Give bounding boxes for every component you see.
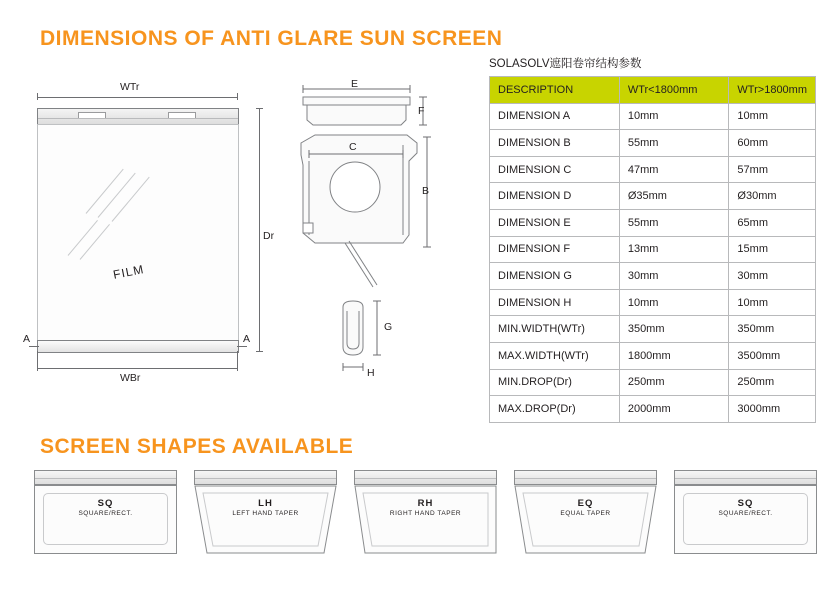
screen-fabric-area bbox=[37, 124, 239, 342]
row-label: MAX.DROP(Dr) bbox=[490, 396, 620, 423]
row-value-large: 57mm bbox=[729, 156, 816, 183]
dimensions-table bbox=[489, 76, 816, 423]
table-row bbox=[490, 396, 816, 423]
shape-headbox bbox=[514, 470, 657, 485]
a-right-leader bbox=[237, 346, 247, 347]
shape-headbox bbox=[194, 470, 337, 485]
row-label: DIMENSION A bbox=[490, 103, 620, 130]
row-value-small: 55mm bbox=[619, 130, 729, 157]
wbr-extension-left bbox=[37, 351, 38, 371]
table-row bbox=[490, 103, 816, 130]
shape-headbox bbox=[354, 470, 497, 485]
row-label: MIN.WIDTH(WTr) bbox=[490, 316, 620, 343]
shape-body bbox=[194, 485, 337, 554]
row-label: DIMENSION H bbox=[490, 289, 620, 316]
shape-card-lh bbox=[188, 462, 343, 560]
row-label: MAX.WIDTH(WTr) bbox=[490, 342, 620, 369]
section-profile-svg bbox=[285, 75, 465, 400]
row-value-large: 10mm bbox=[729, 289, 816, 316]
row-value-large: Ø30mm bbox=[729, 183, 816, 210]
row-value-large: 15mm bbox=[729, 236, 816, 263]
bottom-rail bbox=[37, 340, 239, 353]
blind-section-diagram bbox=[285, 75, 465, 400]
table-row bbox=[490, 183, 816, 210]
shape-caption bbox=[188, 498, 343, 519]
row-value-large: 350mm bbox=[729, 316, 816, 343]
row-value-large: 10mm bbox=[729, 103, 816, 130]
glare-hatch-4 bbox=[68, 220, 98, 256]
row-label: DIMENSION G bbox=[490, 263, 620, 290]
row-label: DIMENSION D bbox=[490, 183, 620, 210]
row-value-small: 1800mm bbox=[619, 342, 729, 369]
row-label: DIMENSION C bbox=[490, 156, 620, 183]
label-h: H bbox=[367, 367, 375, 379]
row-value-large: 60mm bbox=[729, 130, 816, 157]
shape-card-eq bbox=[508, 462, 663, 560]
headbox-bracket-right bbox=[168, 112, 196, 119]
table-row bbox=[490, 289, 816, 316]
screen-shapes-row bbox=[0, 462, 830, 572]
shape-card-sq-2 bbox=[668, 462, 823, 560]
row-label: DIMENSION E bbox=[490, 209, 620, 236]
table-header-description: DESCRIPTION bbox=[490, 77, 620, 104]
shape-caption bbox=[508, 498, 663, 519]
table-caption: SOLASOLV遮阳卷帘结构参数 bbox=[489, 58, 642, 70]
shape-body bbox=[354, 485, 497, 554]
row-value-large: 65mm bbox=[729, 209, 816, 236]
shape-headbox bbox=[34, 470, 177, 485]
wbr-extension-right bbox=[237, 351, 238, 371]
dimensions-table-block bbox=[489, 55, 816, 423]
table-row bbox=[490, 263, 816, 290]
dr-tick-top bbox=[256, 108, 263, 109]
row-value-small: 10mm bbox=[619, 103, 729, 130]
label-f: F bbox=[418, 105, 425, 117]
row-value-small: 2000mm bbox=[619, 396, 729, 423]
shape-desc: RIGHT HAND TAPER bbox=[389, 510, 462, 517]
row-value-large: 250mm bbox=[729, 369, 816, 396]
row-value-large: 3500mm bbox=[729, 342, 816, 369]
glare-hatch-2 bbox=[98, 173, 136, 218]
a-left-leader bbox=[29, 346, 39, 347]
table-row bbox=[490, 156, 816, 183]
shape-body bbox=[514, 485, 657, 554]
table-row bbox=[490, 342, 816, 369]
wtr-dimension-line bbox=[37, 97, 237, 98]
row-value-small: 30mm bbox=[619, 263, 729, 290]
shape-desc: SQUARE/RECT. bbox=[718, 510, 773, 517]
table-row bbox=[490, 316, 816, 343]
label-a-right: A bbox=[243, 333, 251, 345]
shape-headbox bbox=[674, 470, 817, 485]
shape-caption bbox=[348, 498, 503, 519]
label-wtr-top: WTr bbox=[120, 81, 140, 93]
table-row bbox=[490, 369, 816, 396]
shape-card-rh bbox=[348, 462, 503, 560]
row-value-small: 47mm bbox=[619, 156, 729, 183]
row-label: MIN.DROP(Dr) bbox=[490, 369, 620, 396]
shape-code: LH bbox=[258, 498, 273, 509]
shape-desc: EQUAL TAPER bbox=[560, 510, 611, 517]
page-title: DIMENSIONS OF ANTI GLARE SUN SCREEN bbox=[40, 27, 503, 50]
glare-hatch-5 bbox=[80, 224, 110, 260]
shape-code: SQ bbox=[737, 498, 754, 509]
label-c: C bbox=[349, 141, 357, 153]
table-header-large: WTr>1800mm bbox=[729, 77, 816, 104]
headbox-bracket-left bbox=[78, 112, 106, 119]
wtr-tick-right bbox=[237, 93, 238, 100]
shape-body bbox=[674, 485, 817, 554]
shape-caption bbox=[28, 498, 183, 519]
shape-code: RH bbox=[417, 498, 434, 509]
label-e: E bbox=[351, 78, 359, 90]
row-value-small: 55mm bbox=[619, 209, 729, 236]
row-value-small: 350mm bbox=[619, 316, 729, 343]
dr-dimension-line bbox=[259, 108, 260, 351]
label-g: G bbox=[384, 321, 393, 333]
glare-hatch-3 bbox=[112, 177, 150, 222]
label-dr: Dr bbox=[263, 230, 275, 242]
shape-desc: SQUARE/RECT. bbox=[78, 510, 133, 517]
row-value-small: 13mm bbox=[619, 236, 729, 263]
shape-code: EQ bbox=[577, 498, 594, 509]
shape-card-sq-1 bbox=[28, 462, 183, 560]
row-value-large: 3000mm bbox=[729, 396, 816, 423]
section-title-shapes: SCREEN SHAPES AVAILABLE bbox=[40, 435, 354, 458]
row-value-small: Ø35mm bbox=[619, 183, 729, 210]
wbr-dimension-line bbox=[37, 368, 237, 369]
table-row bbox=[490, 130, 816, 157]
row-label: DIMENSION B bbox=[490, 130, 620, 157]
label-b: B bbox=[422, 185, 430, 197]
dr-tick-bottom bbox=[256, 351, 263, 352]
blind-front-elevation-diagram bbox=[15, 75, 280, 400]
shape-body bbox=[34, 485, 177, 554]
wtr-tick-left bbox=[37, 93, 38, 100]
shape-caption bbox=[668, 498, 823, 519]
shape-desc: LEFT HAND TAPER bbox=[232, 510, 299, 517]
table-header-small: WTr<1800mm bbox=[619, 77, 729, 104]
row-value-small: 250mm bbox=[619, 369, 729, 396]
table-header-row bbox=[490, 77, 816, 104]
row-value-large: 30mm bbox=[729, 263, 816, 290]
label-film: FILM bbox=[111, 262, 146, 282]
shape-code: SQ bbox=[97, 498, 114, 509]
table-row bbox=[490, 209, 816, 236]
row-label: DIMENSION F bbox=[490, 236, 620, 263]
table-row bbox=[490, 236, 816, 263]
label-wbr: WBr bbox=[120, 372, 141, 384]
row-value-small: 10mm bbox=[619, 289, 729, 316]
label-a-left: A bbox=[23, 333, 31, 345]
